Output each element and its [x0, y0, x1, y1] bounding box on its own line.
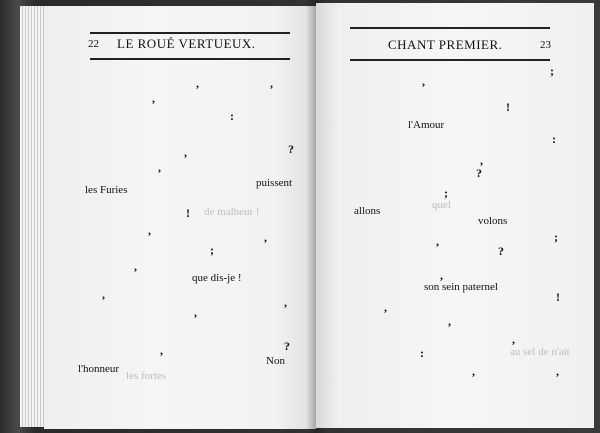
word-allons: allons: [354, 205, 381, 217]
punctuation-mark: :: [420, 346, 424, 360]
punctuation-mark: !: [556, 290, 560, 304]
punctuation-mark: ?: [498, 244, 504, 258]
punctuation-mark: ;: [444, 186, 448, 200]
show-through-text: au sel de n'ait: [510, 346, 570, 358]
show-through-text: les fortes: [126, 370, 167, 382]
word-non: Non: [266, 355, 285, 367]
punctuation-mark: ,: [480, 153, 483, 167]
punctuation-mark: ?: [288, 142, 294, 156]
word-puissent: puissent: [256, 177, 293, 189]
punctuation-mark: ,: [134, 259, 137, 273]
word-volons: volons: [478, 215, 508, 227]
punctuation-mark: ,: [196, 76, 199, 90]
running-head: CHANT PREMIER.: [388, 37, 503, 52]
punctuation-mark: ,: [158, 160, 161, 174]
punctuation-mark: ,: [556, 364, 559, 378]
word-furies: les Furies: [85, 184, 128, 196]
punctuation-mark: ,: [512, 332, 515, 346]
punctuation-mark: ,: [184, 145, 187, 159]
punctuation-mark: ,: [284, 295, 287, 309]
punctuation-mark: ,: [148, 223, 151, 237]
punctuation-mark: ,: [152, 91, 155, 105]
left-page: [44, 6, 316, 429]
header-rule-top: [90, 32, 290, 34]
punctuation-mark: ,: [264, 230, 267, 244]
punctuation-mark: !: [506, 100, 510, 114]
header-rule-bottom: [90, 58, 290, 60]
word-sein-paternel: son sein paternel: [424, 281, 498, 293]
page-number: 22: [88, 38, 99, 50]
word-honneur: l'honneur: [78, 363, 120, 375]
punctuation-mark: ;: [550, 64, 554, 78]
punctuation-mark: !: [186, 206, 190, 220]
running-head: LE ROUÉ VERTUEUX.: [117, 36, 256, 51]
punctuation-mark: ,: [472, 364, 475, 378]
header-rule-bottom: [350, 59, 550, 61]
punctuation-mark: ;: [210, 243, 214, 257]
punctuation-mark: ,: [440, 268, 443, 282]
word-que-dis-je: que dis-je !: [192, 272, 242, 284]
punctuation-mark: :: [230, 109, 234, 123]
right-page: [316, 3, 594, 428]
punctuation-mark: ?: [284, 339, 290, 353]
punctuation-mark: :: [552, 132, 556, 146]
punctuation-mark: ?: [476, 166, 482, 180]
show-through-text: de malheur !: [204, 206, 260, 218]
punctuation-mark: ,: [194, 305, 197, 319]
punctuation-mark: ,: [436, 234, 439, 248]
punctuation-mark: ,: [270, 76, 273, 90]
header-rule-top: [350, 27, 550, 29]
punctuation-mark: ,: [384, 300, 387, 314]
show-through-text: quel: [432, 199, 451, 211]
word-amour: l'Amour: [408, 119, 445, 131]
punctuation-mark: ,: [422, 74, 425, 88]
punctuation-mark: ,: [102, 287, 105, 301]
punctuation-mark: ,: [160, 343, 163, 357]
punctuation-mark: ,: [448, 314, 451, 328]
page-number: 23: [540, 39, 551, 51]
punctuation-mark: ;: [554, 230, 558, 244]
